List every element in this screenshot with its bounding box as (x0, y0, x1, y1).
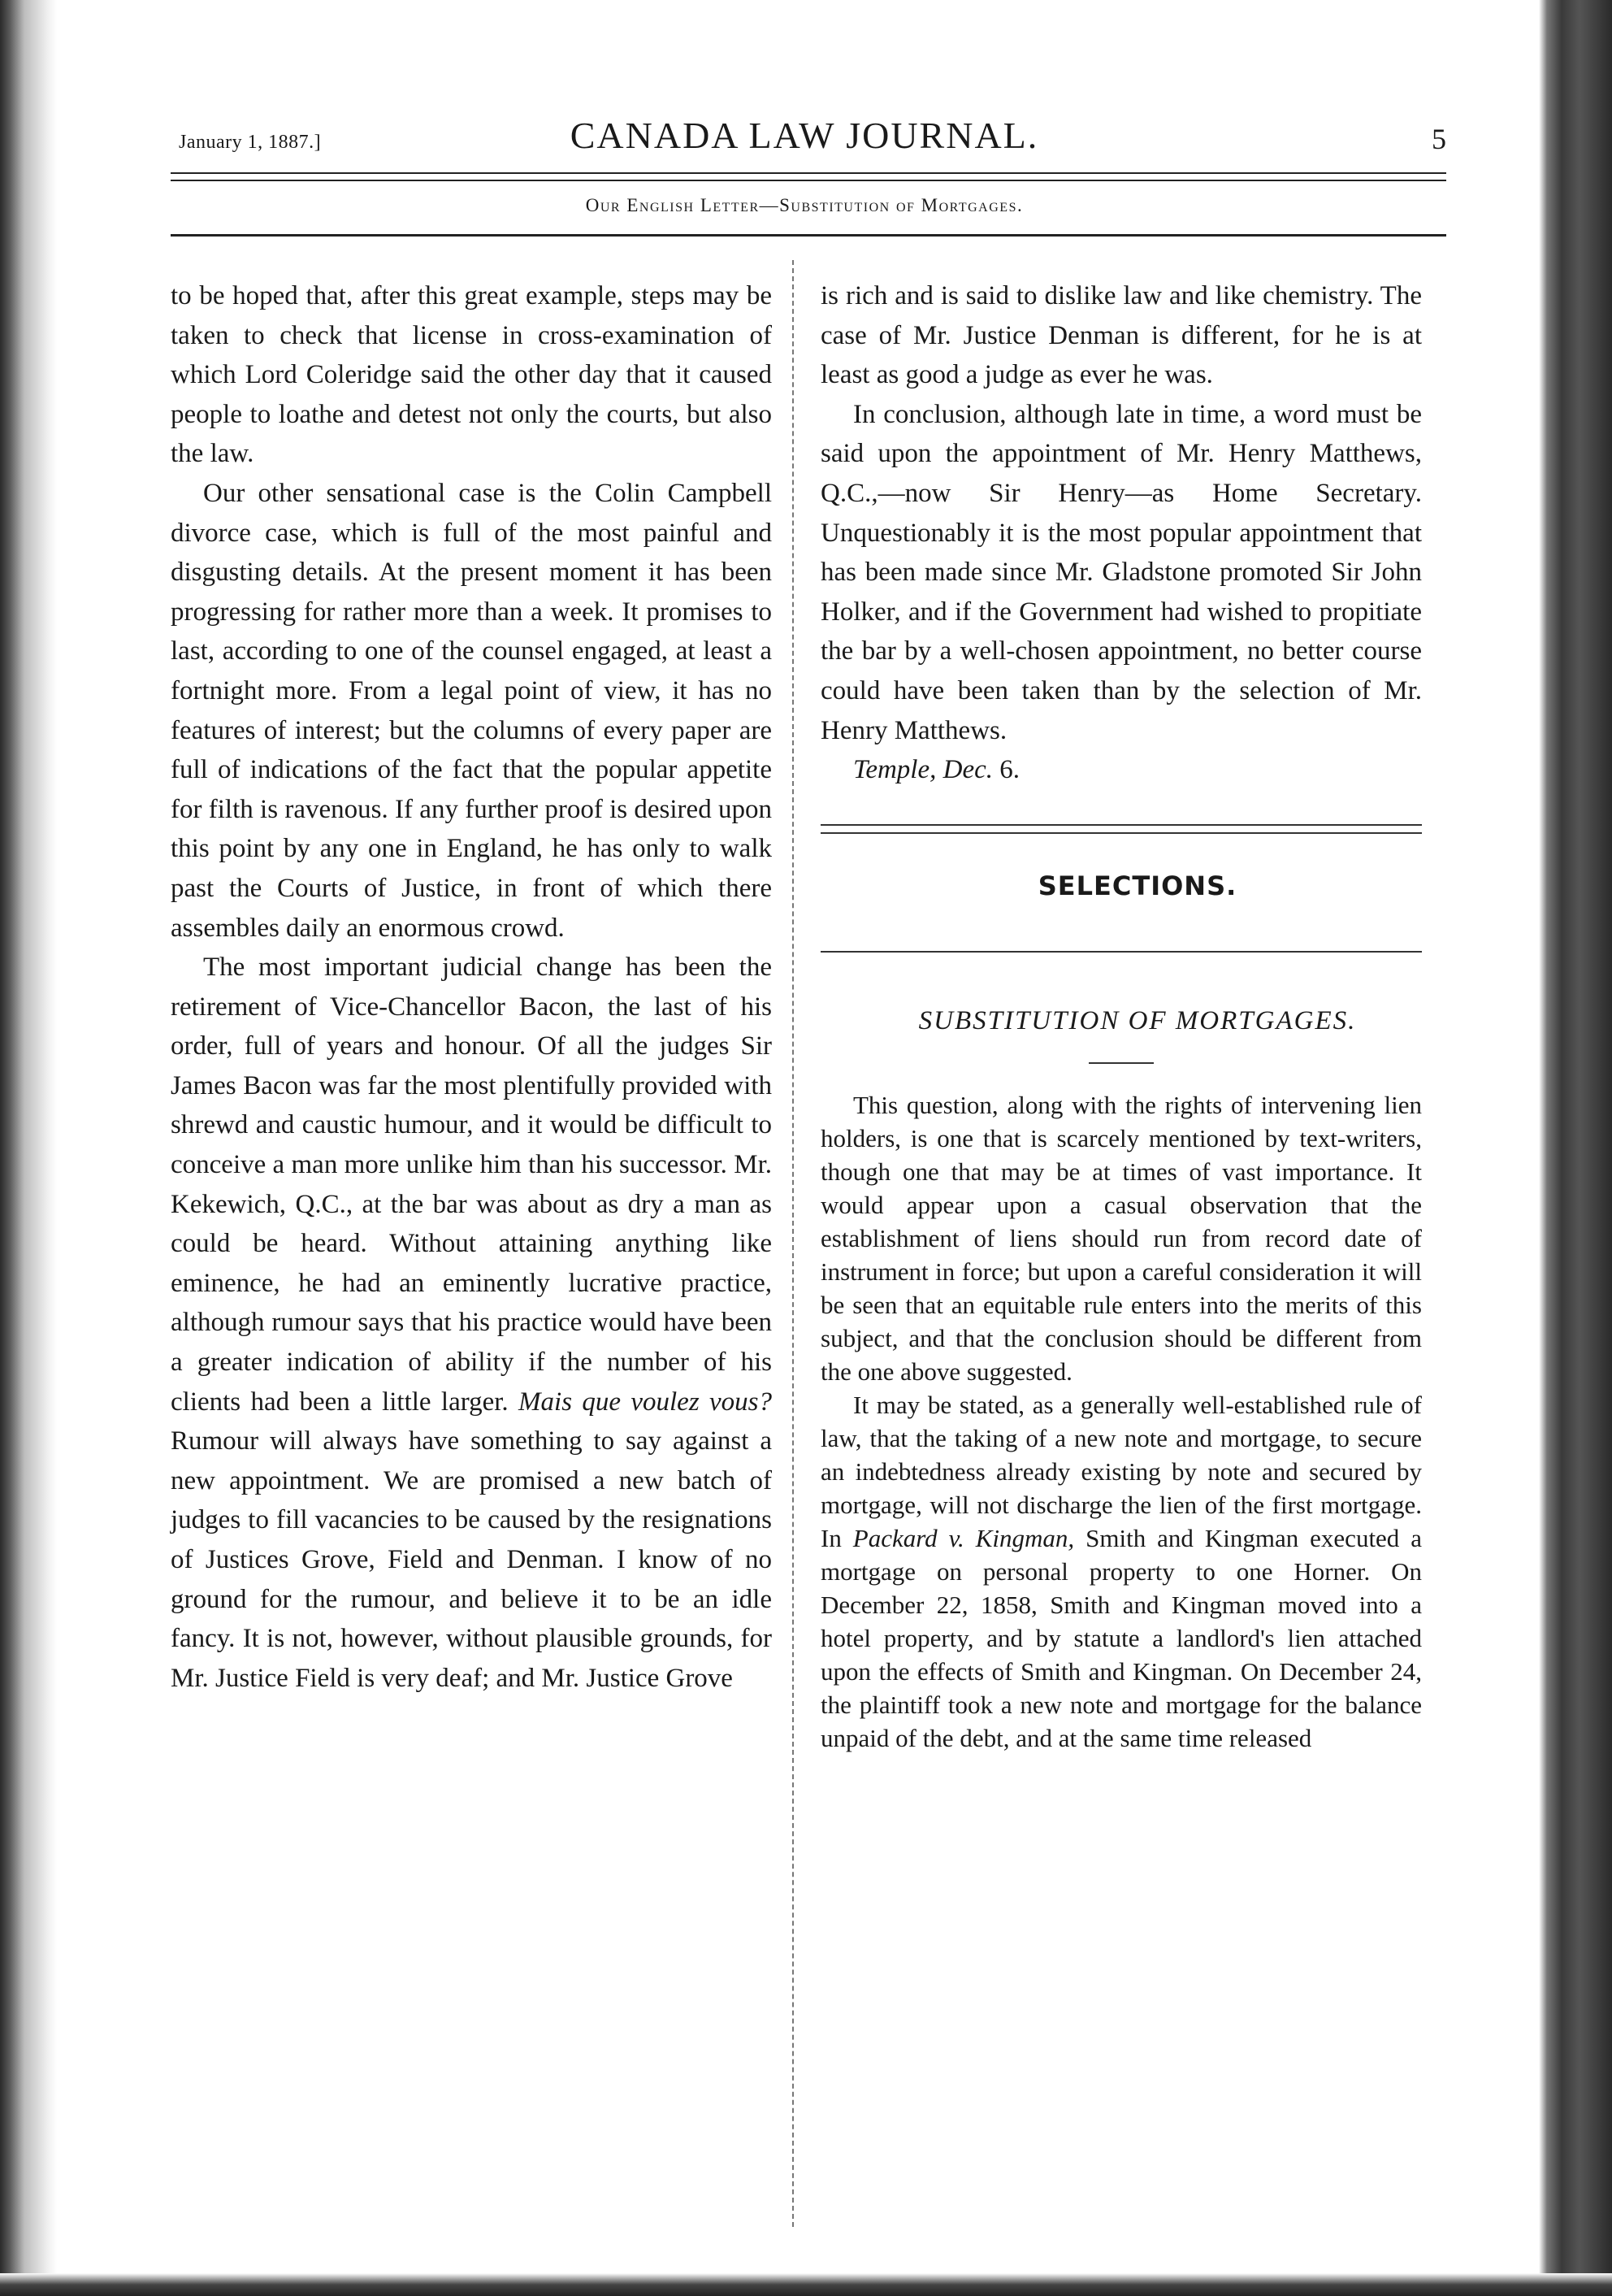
dateline (821, 750, 1422, 790)
continuation-paragraph: is rich and is said to dislike law and like chemistry. The case of Mr. Justice Denman is different, for he is at least as good a judge as ever he was. (821, 281, 1422, 390)
left-paragraph-text: The most important judicial change has been the retirement of Vice-Chancellor Bacon, the last of his order, full of years and honour. Of all the judges Sir James Bacon was far the most plentifully provided with shrewd and caustic humour, and it would be difficult to conceive a man more unlike him than his successor. Mr. Kekewich, Q.C., at the bar was about as dry a man as could be heard. Without attaining anything like eminence, he had an eminently lucrative practice, although rumour says that his practice would have been a greater indication of ability if the number of his clients had been a little larger. (171, 953, 772, 1417)
left-paragraph-tail: Rumour will always have something to say against a new appointment. We are promised a new batch of judges to fill vacancies to be caused by the resignations of Justices Grove, Field and Denman. I know of no ground for the rumour, and believe it to be an idle fancy. It is not, however, without plausible grounds, for Mr. Justice Field is very deaf; and Mr. Justice Grove (171, 1426, 772, 1693)
selections-heading: SELECTIONS. (1038, 870, 1237, 901)
scan-edge-right (1539, 0, 1612, 2296)
left-column (171, 276, 772, 1698)
article-paragraph (821, 1388, 1422, 1755)
column-divider (792, 260, 794, 2227)
journal-page (162, 98, 1446, 2243)
article-title: SUBSTITUTION OF MORTGAGES. (918, 1006, 1357, 1036)
header-rule (171, 172, 1446, 181)
article-paragraph: This question, along with the rights of intervening lien holders, is one that is scarcely mentioned by text-writers, though one that may be at times of vast importance. It would appear upon a casual observation that the establishment of liens should run from record date of instrument in force; but upon a careful consideration it will be seen that an equitable rule enters into the merits of this subject, and that the conclusion should be different from the one above suggested. (821, 1090, 1422, 1386)
page-number: 5 (1432, 123, 1446, 155)
selections-underline (821, 951, 1422, 953)
right-column (821, 276, 1422, 1755)
case-citation: Packard v. Kingman, (852, 1523, 1075, 1552)
left-paragraph: to be hoped that, after this great example, steps may be taken to check that license in cross-examination of which Lord Coleridge said the other day that it caused people to loathe and detest not only the courts, but also the law. (171, 281, 772, 469)
dateline-day: 6. (999, 755, 1020, 785)
selections-rule (821, 824, 1422, 834)
conclusion-paragraph: In conclusion, although late in time, a word must be said upon the appointment of Mr. Henry Matthews, Q.C.,—now Sir Henry—as Home Secretary. Unquestionably it is the most popular appointment that has been made since Mr. Gladstone promoted Sir John Holker, and if the Government had wished to propitiate the bar by a well-chosen appointment, no better course could have been taken than by the selection of Mr. Henry Matthews. (821, 399, 1422, 745)
journal-title: CANADA LAW JOURNAL. (570, 115, 1039, 156)
running-header (162, 114, 1446, 171)
scan-edge-bottom (0, 2273, 1612, 2296)
left-paragraph (171, 948, 772, 1698)
scan-edge-left (0, 0, 57, 2296)
subheading-rule (171, 234, 1446, 237)
section-subheading: Our English Letter—Substitution of Mortgages. (585, 195, 1024, 215)
left-paragraph: Our other sensational case is the Colin Campbell divorce case, which is full of the most painful and disgusting details. At the present moment it has been progressing for rather more than a week. It promises to last, according to one of the counsel engaged, at least a fortnight more. From a legal point of view, it has no features of interest; but the columns of every paper are full of indications of the fact that the popular appetite for filth is ravenous. If any further proof is desired upon this point by any one in England, he has only to walk past the Courts of Justice, in front of which there assembles daily an enormous crowd. (171, 478, 772, 943)
article-paragraph-tail: Smith and Kingman executed a mortgage on personal property to one Horner. On December 22, 1858, Smith and Kingman moved into a hotel property, and by statute a landlord's lien attached upon the effects of Smith and Kingman. On December 24, the plaintiff took a new note and mortgage for the balance unpaid of the debt, and at the same time released (821, 1523, 1423, 1752)
article-body (821, 1088, 1422, 1755)
dateline-place: Temple, Dec. (853, 755, 993, 785)
header-date: January 1, 1887.] (179, 132, 322, 153)
italic-phrase: Mais que voulez vous? (518, 1387, 772, 1417)
article-title-rule (1089, 1062, 1154, 1064)
article-paragraph-text: It may be stated, as a generally well-established rule of law, that the taking of a new note and mortgage, to secure an indebtedness already existing by note and secured by mortgage, will not discharge the lien of the first mortgage. In (821, 1390, 1422, 1552)
